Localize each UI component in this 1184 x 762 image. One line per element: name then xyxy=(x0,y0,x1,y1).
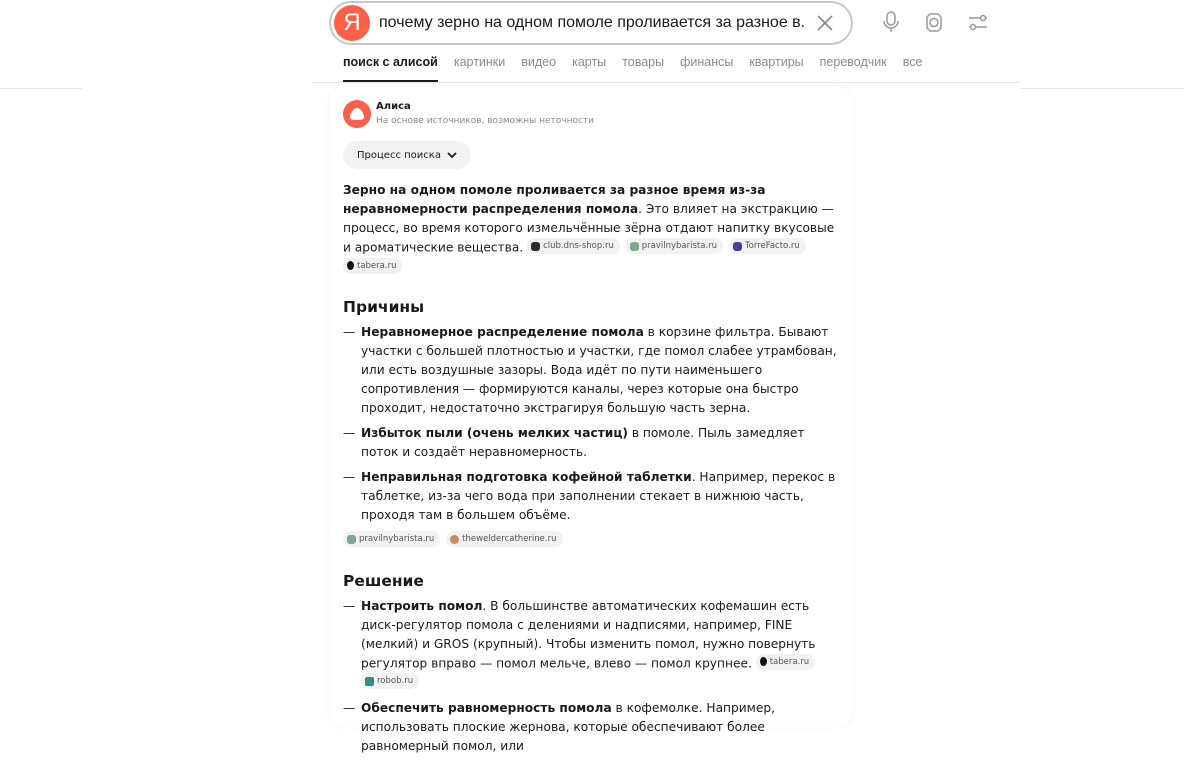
list-item xyxy=(343,424,841,462)
torrefacto-favicon-icon xyxy=(733,242,742,251)
section-sources xyxy=(343,531,841,551)
list-item xyxy=(343,468,841,525)
list-dash: — xyxy=(343,325,356,339)
list-item xyxy=(343,323,841,418)
barista-favicon-icon xyxy=(630,242,639,251)
alice-header xyxy=(343,100,594,128)
section-heading-causes: Причины xyxy=(343,298,425,316)
source-label: theweldercatherine.ru xyxy=(462,534,557,544)
robob-favicon-icon xyxy=(365,677,374,686)
camera-search-icon xyxy=(923,11,945,33)
item-bold: Избыток пыли (очень мелких частиц) xyxy=(361,426,628,440)
header-divider xyxy=(312,82,1020,83)
tab-maps[interactable]: карты xyxy=(572,55,607,69)
tab-all[interactable]: все xyxy=(902,55,923,69)
item-text: в кофемолке. Например, использовать плоские жернова, которые обеспечивают более равномерный помол, или xyxy=(361,700,775,753)
chevron-down-icon xyxy=(447,152,457,159)
alice-logo-icon xyxy=(349,107,365,121)
tab-products[interactable]: товары xyxy=(622,55,665,69)
item-bold: Неправильная подготовка кофейной таблетки xyxy=(361,470,692,484)
list-item xyxy=(343,699,841,756)
tabera-favicon-icon xyxy=(347,261,354,270)
alice-answer-card xyxy=(329,87,853,753)
tab-video[interactable]: видео xyxy=(521,55,557,69)
close-icon xyxy=(816,14,834,32)
section-heading-solution: Решение xyxy=(343,571,424,590)
source-chip[interactable] xyxy=(446,531,562,547)
answer-intro xyxy=(343,181,841,277)
intro-text: . Это влияет на экстракцию — процесс, во время которого измельчённые зёрна отдают напитку вкусовые и ароматические вещества. xyxy=(343,202,835,255)
item-text: в корзине фильтра. Бывают участки с большей плотностью и участки, где помол слабее утрамбован, или есть воздушные зазоры. Вода идёт по пути наименьшего сопротивления — формируются каналы, через которые она быстро проходит, недостаточно экстрагируя большую часть зерна. xyxy=(361,325,837,415)
microphone-icon xyxy=(881,11,901,33)
item-text: в помоле. Пыль замедляет поток и создаёт неравномерность. xyxy=(361,426,805,459)
list-dash: — xyxy=(343,470,356,484)
item-bold: Неравномерное распределение помола xyxy=(361,325,644,339)
voice-search-button[interactable] xyxy=(877,8,905,36)
tab-images[interactable]: картинки xyxy=(453,55,506,69)
clear-search-button[interactable] xyxy=(805,3,845,43)
source-label: tabera.ru xyxy=(769,656,810,667)
source-chip[interactable] xyxy=(729,238,806,254)
item-text: . Например, перекос в таблетке, из-за чего вода при заполнении стекает в нижнюю часть, проходя там в большем объёме. xyxy=(361,470,836,522)
barista-favicon-icon xyxy=(347,535,356,544)
source-label: club.dns-shop.ru xyxy=(543,241,614,251)
yandex-logo[interactable]: Я xyxy=(334,5,370,41)
tab-finance[interactable]: финансы xyxy=(680,55,734,69)
list-dash: — xyxy=(343,426,356,440)
search-box[interactable] xyxy=(329,1,853,45)
search-process-button[interactable] xyxy=(343,141,471,169)
source-label: tabera.ru xyxy=(357,260,397,271)
header-divider-left xyxy=(0,88,82,89)
filters-icon xyxy=(967,11,989,33)
search-process-label: Процесс поиска xyxy=(357,149,441,161)
search-input[interactable] xyxy=(379,14,805,32)
source-chip[interactable] xyxy=(343,531,440,547)
alice-name: Алиса xyxy=(376,101,411,112)
image-search-button[interactable] xyxy=(920,8,948,36)
tab-alice-search[interactable]: поиск с алисой xyxy=(343,55,438,82)
source-chip[interactable] xyxy=(626,238,723,254)
header-divider-right xyxy=(1020,88,1184,89)
list-dash: — xyxy=(343,598,356,613)
source-chip[interactable] xyxy=(343,258,402,274)
source-chip[interactable] xyxy=(361,673,419,689)
search-tabs xyxy=(343,55,938,82)
source-label: robob.ru xyxy=(377,676,414,686)
person-favicon-icon xyxy=(450,535,459,544)
source-label: pravilnybarista.ru xyxy=(641,241,718,251)
tabera-favicon-icon xyxy=(760,657,767,666)
source-label: pravilnybarista.ru xyxy=(359,534,435,544)
tab-translator[interactable]: переводчик xyxy=(819,55,887,69)
source-chip[interactable] xyxy=(527,238,620,254)
item-text: . В большинстве автоматических кофемашин есть диск-регулятор помола с делениями и надписями, например, FINE (мелкий) и GROS (крупный). Чтобы изменить помол, нужно повернуть регулятор вправо — помол мельче, влево — помол крупнее. xyxy=(361,598,816,670)
list-dash: — xyxy=(343,700,356,715)
source-label: TorreFacto.ru xyxy=(744,241,800,251)
intro-bold: Зерно на одном помоле проливается за разное время из-за неравномерности распределения помола xyxy=(343,183,766,216)
item-bold: Настроить помол xyxy=(361,598,483,613)
source-chip[interactable] xyxy=(756,654,815,670)
alice-avatar xyxy=(343,100,371,128)
list-item xyxy=(343,597,841,693)
answer-content xyxy=(343,181,841,762)
dns-favicon-icon xyxy=(531,242,540,251)
search-settings-button[interactable] xyxy=(964,8,992,36)
tab-realty[interactable]: квартиры xyxy=(749,55,804,69)
item-bold: Обеспечить равномерность помола xyxy=(361,700,612,715)
alice-disclaimer: На основе источников, возможны неточности xyxy=(376,116,595,126)
